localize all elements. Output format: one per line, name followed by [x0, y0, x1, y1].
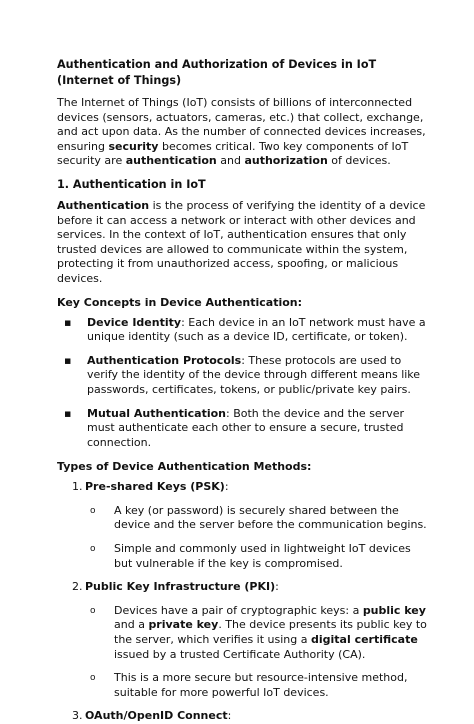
square-bullet-icon: ▪ — [64, 353, 72, 367]
intro-paragraph — [57, 96, 427, 169]
sub-item-text: A key (or password) is securely shared between the device and the server before the communication begins. — [114, 503, 427, 532]
method-item-oauth — [57, 709, 427, 724]
bold-public-key: public key — [362, 603, 426, 617]
method-sub-list — [85, 504, 427, 571]
method-title: Pre-shared Keys (PSK) — [85, 480, 225, 494]
intro-text-3: and — [216, 154, 245, 168]
method-item-psk — [57, 480, 427, 571]
list-number: 3. — [72, 709, 83, 723]
sub-item-text: Devices have a pair of cryptographic keys: a — [114, 603, 363, 617]
sub-item-text: and a — [114, 618, 149, 632]
list-number: 2. — [72, 580, 83, 594]
authentication-term: Authentication — [57, 198, 150, 212]
authentication-paragraph — [57, 199, 427, 287]
method-title: Public Key Infrastructure (PKI) — [85, 580, 276, 594]
method-item-pki — [57, 580, 427, 700]
key-concepts-heading: Key Concepts in Device Authentication: — [57, 295, 303, 309]
method-title-suffix: : — [275, 580, 279, 594]
sub-list-item — [85, 504, 427, 533]
sub-item-text: issued by a trusted Certificate Authority (CA). — [114, 647, 366, 661]
square-bullet-icon: ▪ — [64, 406, 72, 420]
intro-text-4: of devices. — [327, 154, 391, 168]
list-item — [57, 354, 427, 398]
list-item — [57, 407, 427, 451]
authentication-definition: is the process of verifying the identity of a device before it can access a network or interact with other devices and services. In the context of IoT, authentication ensures that only trusted devices are allowed to communicate within the system, protecting it from unauthorized access, spoofing, or malicious devices. — [57, 198, 426, 285]
concept-text: : Both the device and the server must authenticate each other to ensure a secure, trusted connection. — [87, 406, 405, 449]
circle-bullet-icon: o — [90, 505, 96, 516]
section-heading-authentication: 1. Authentication in IoT — [57, 177, 206, 191]
list-number: 1. — [72, 480, 83, 494]
intro-bold-security: security — [108, 139, 159, 153]
circle-bullet-icon: o — [90, 673, 96, 684]
concept-term: Authentication Protocols — [87, 353, 242, 367]
sub-item-text: . The device presents its public key to the server, which verifies it using a — [114, 618, 427, 647]
square-bullet-icon: ▪ — [64, 315, 72, 329]
circle-bullet-icon: o — [90, 605, 96, 616]
method-sub-list — [85, 604, 427, 701]
method-title-suffix: : — [224, 480, 229, 494]
concept-text: : These protocols are used to verify the identity of the device through different means like passwords, certificates, tokens, or public/private key pairs. — [87, 353, 421, 396]
methods-list — [57, 480, 427, 724]
intro-bold-authentication: authentication — [125, 154, 217, 168]
bold-private-key: private key — [148, 618, 219, 632]
concept-term: Device Identity — [87, 315, 182, 329]
intro-text-1: The Internet of Things (IoT) consists of billions of interconnected devices (sensors, actuators, cameras, etc.) that collect, exchange, and act upon data. As the number of connected devices increases, ensuring — [57, 96, 426, 153]
intro-text-2: becomes critical. Two key components of IoT security are — [57, 139, 409, 168]
method-title-suffix: : — [227, 709, 232, 723]
document-title: Authentication and Authorization of Devices in IoT (Internet of Things) — [57, 58, 377, 87]
intro-bold-authorization: authorization — [244, 154, 328, 168]
sub-list-item — [85, 542, 427, 571]
sub-list-item — [85, 604, 427, 662]
method-title: OAuth/OpenID Connect — [85, 709, 228, 723]
sub-list-item — [85, 671, 427, 700]
methods-heading: Types of Device Authentication Methods: — [57, 460, 312, 474]
sub-item-text: This is a more secure but resource-intensive method, suitable for more powerful IoT devices. — [114, 671, 408, 699]
circle-bullet-icon: o — [90, 544, 96, 555]
bold-digital-certificate: digital certificate — [311, 633, 418, 647]
list-item — [57, 316, 427, 345]
concept-term: Mutual Authentication — [87, 406, 227, 420]
key-concepts-list — [57, 316, 427, 451]
sub-item-text: Simple and commonly used in lightweight IoT devices but vulnerable if the key is compromised. — [114, 542, 411, 570]
concept-text: : Each device in an IoT network must have a unique identity (such as a device ID, certificate, or token). — [87, 315, 426, 344]
